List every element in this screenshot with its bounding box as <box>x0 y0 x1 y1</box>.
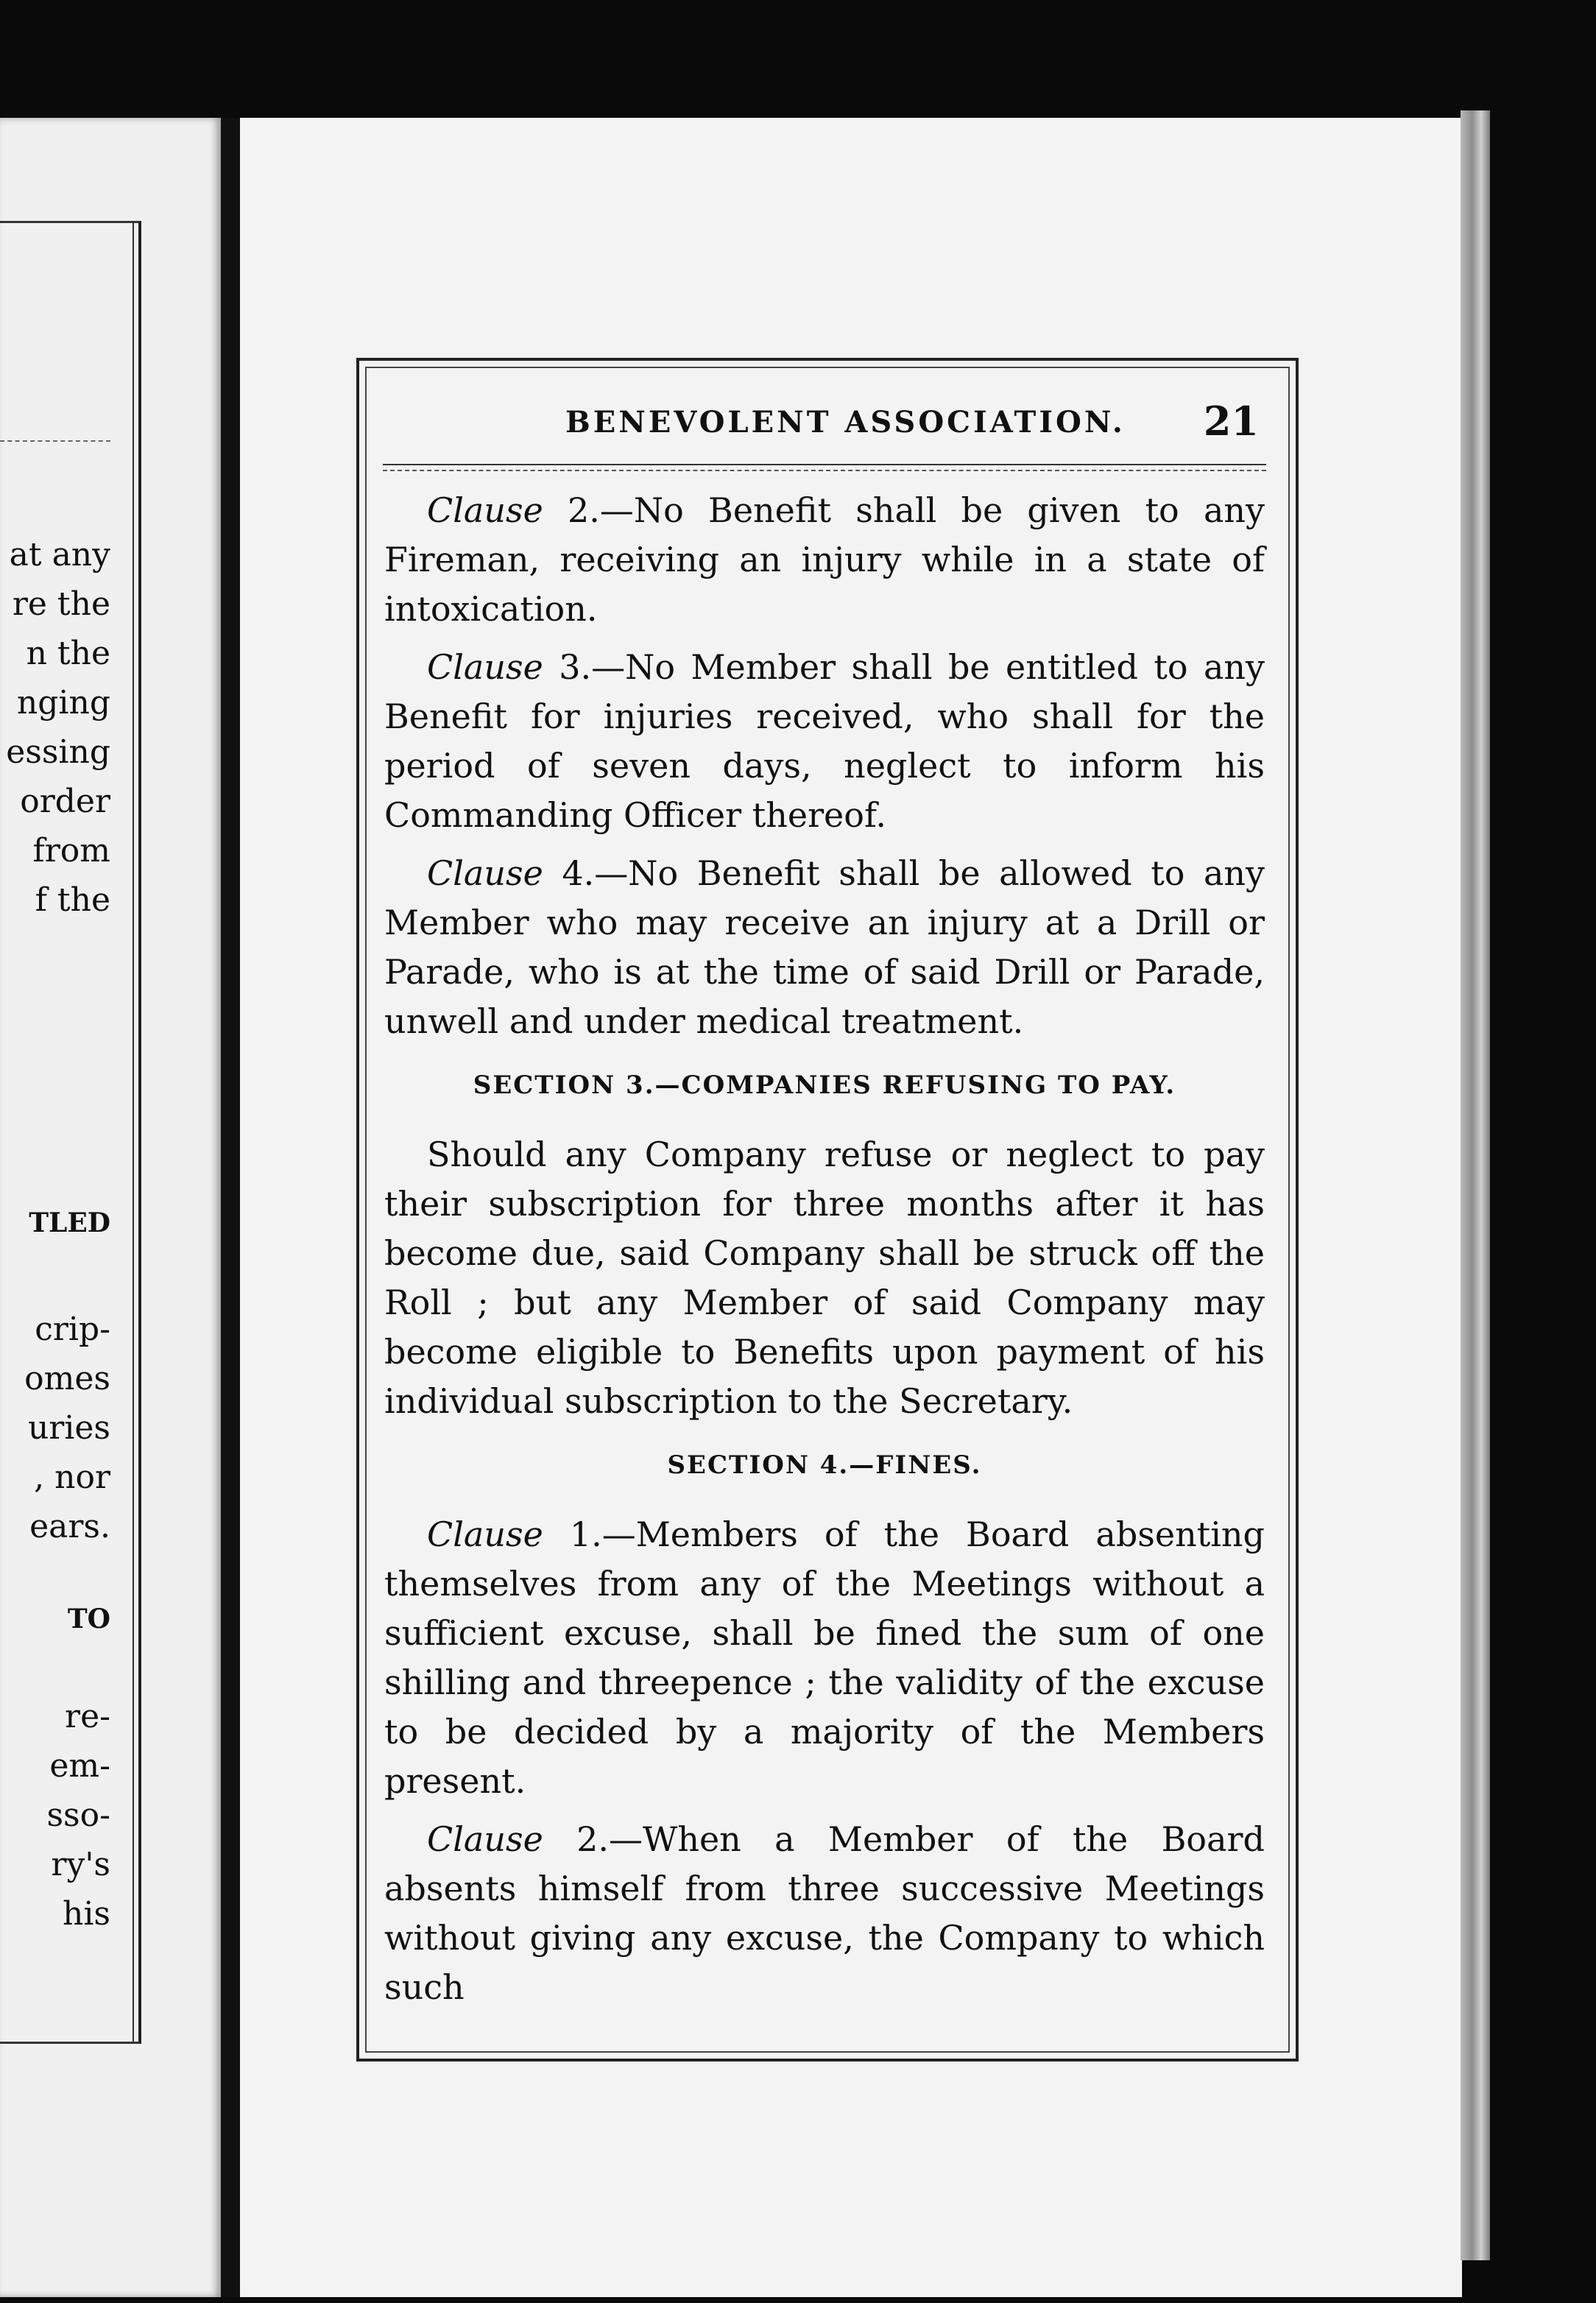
clause-text: 4.—No Benefit shall be allowed to any Member who may receive an injury at a Drill or Parade, who is at the time of said Drill or Parade, unwell and under medical treatment. <box>384 853 1265 1041</box>
clause-paragraph <box>384 849 1265 1046</box>
section-heading: SECTION 4.—FINES. <box>667 1450 982 1480</box>
facing-page-rule <box>0 440 110 442</box>
running-title: BENEVOLENT ASSOCIATION. <box>565 405 1126 440</box>
facing-page-text-fragment: re- em- sso- ry's his <box>46 1698 110 1933</box>
section-paragraph <box>384 1130 1265 1426</box>
running-head <box>383 398 1266 449</box>
clause-text: 2.—When a Member of the Board absents himself from three successive Meetings without giving any excuse, the Company to which such <box>384 1819 1265 2007</box>
clause-text: 2.—No Benefit shall be given to any Fireman, receiving an injury while in a state of intoxication. <box>384 490 1265 629</box>
facing-page-text-fragment: crip- omes uries , nor ears. <box>24 1311 110 1545</box>
page-number: 21 <box>1203 398 1259 445</box>
page-edge <box>1461 110 1490 2260</box>
page-body <box>384 486 1265 2021</box>
clause-label: Clause <box>427 647 543 687</box>
clause-label: Clause <box>427 490 543 530</box>
clause-label: Clause <box>427 1819 543 1859</box>
section-text: Should any Company refuse or neglect to pay their subscription for three months after it has become due, said Company shall be struck off the Roll ; but any Member of said Company may become eligible to Benefits upon payment of his individual subscription to the Secretary. <box>384 1135 1265 1421</box>
clause-paragraph <box>384 486 1265 634</box>
clause-paragraph <box>384 1815 1265 2012</box>
clause-label: Clause <box>427 1514 543 1554</box>
clause-label: Clause <box>427 853 543 893</box>
clause-text: 3.—No Member shall be entitled to any Benefit for injuries received, who shall for the period of seven days, neglect to inform his Commanding Officer thereof. <box>384 647 1265 835</box>
clause-text: 1.—Members of the Board absenting themselves from any of the Meetings without a sufficient excuse, shall be fined the sum of one shilling and threepence ; the validity of the excuse to be decided by a majority of the Members present. <box>384 1514 1265 1801</box>
facing-page-heading-fragment: TO <box>67 1604 110 1634</box>
section-heading: SECTION 3.—COMPANIES REFUSING TO PAY. <box>473 1071 1176 1100</box>
book-gutter <box>221 118 241 2297</box>
clause-paragraph <box>384 1510 1265 1806</box>
head-rule <box>383 464 1266 471</box>
facing-page-heading-fragment: TLED <box>29 1207 110 1238</box>
facing-page-text-fragment: at any re the n the nging essing order from f the <box>6 536 110 919</box>
clause-paragraph <box>384 643 1265 840</box>
